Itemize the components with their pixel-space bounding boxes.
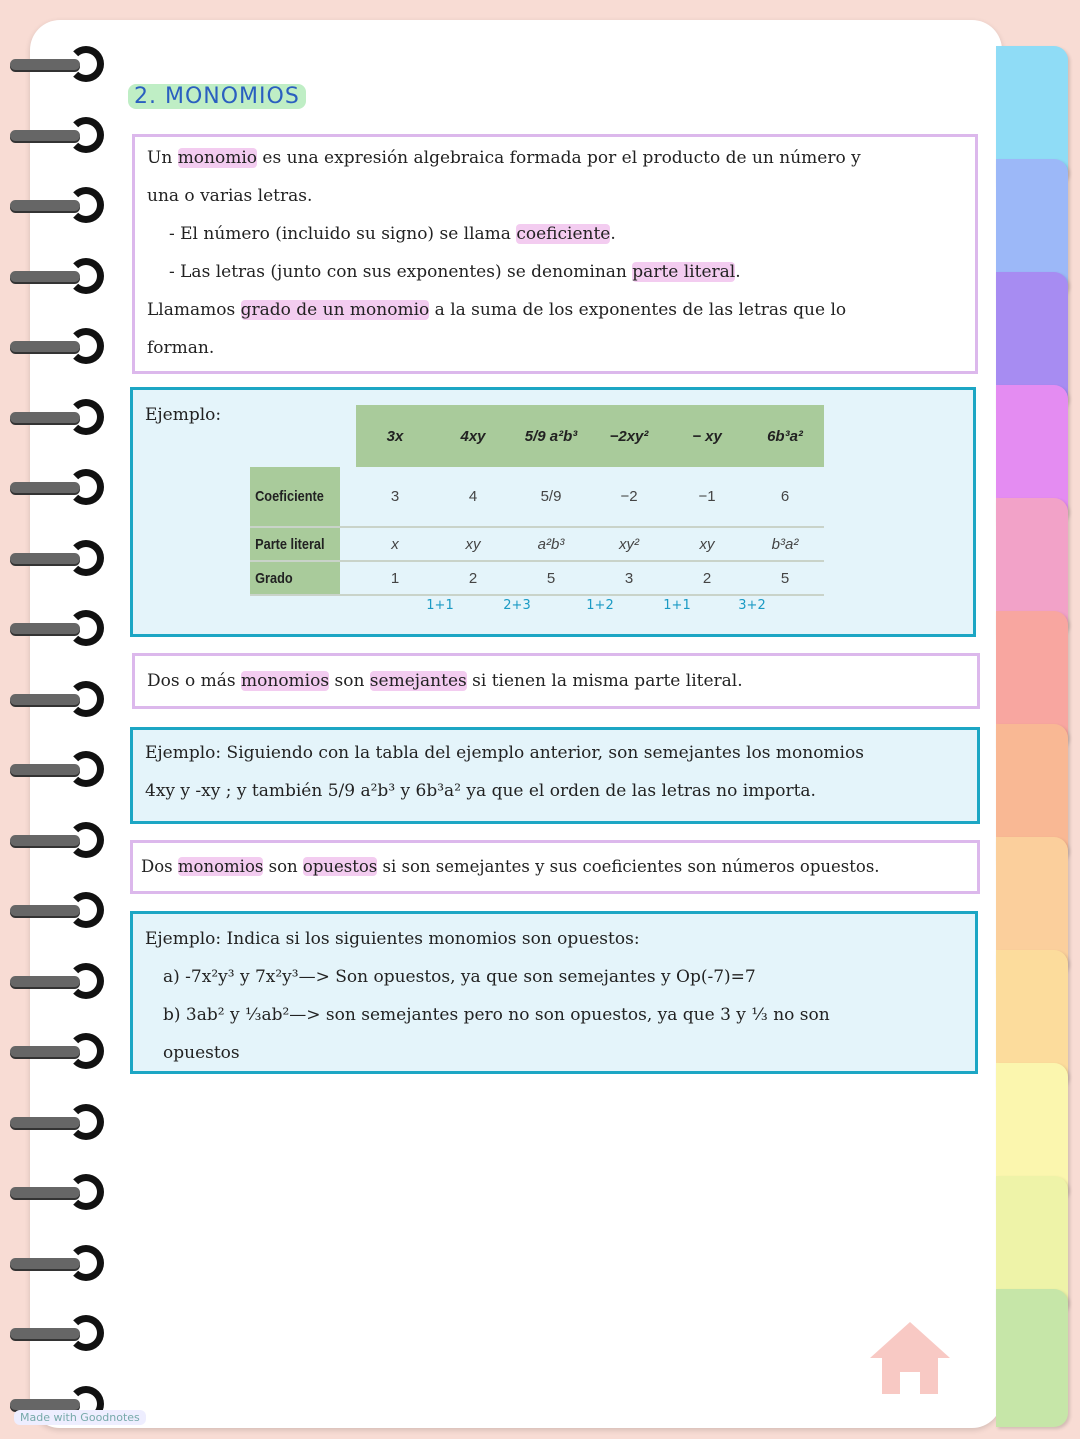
example-box-2 bbox=[130, 727, 980, 824]
binder-ring bbox=[10, 1033, 100, 1069]
highlight: opuestos bbox=[302, 857, 378, 876]
text: opuestos bbox=[163, 1043, 240, 1063]
row-label: Parte literal bbox=[250, 527, 340, 561]
cell: 3 bbox=[356, 467, 434, 527]
text: es una expresión algebraica formada por el producto de un número y bbox=[257, 148, 861, 168]
text: son bbox=[329, 671, 370, 691]
cell: xy² bbox=[590, 527, 668, 561]
table-header: 5/9 a²b³ bbox=[512, 405, 590, 467]
sum-annotation: 1+2 bbox=[586, 598, 614, 613]
binder-ring bbox=[10, 46, 100, 82]
cell: 4 bbox=[434, 467, 512, 527]
text: Un bbox=[147, 148, 178, 168]
example-label: Ejemplo: bbox=[145, 405, 222, 425]
monomial-table bbox=[250, 405, 824, 596]
binder-ring bbox=[10, 117, 100, 153]
table-header: 6b³a² bbox=[746, 405, 824, 467]
home-icon[interactable] bbox=[868, 1318, 952, 1396]
binder-ring bbox=[10, 681, 100, 717]
highlight: semejantes bbox=[369, 671, 467, 691]
highlight-grado: grado de un monomio bbox=[240, 300, 430, 320]
semejantes-box bbox=[132, 653, 980, 709]
binder-ring bbox=[10, 187, 100, 223]
cell: −1 bbox=[668, 467, 746, 527]
binder-ring bbox=[10, 963, 100, 999]
text: si tienen la misma parte literal. bbox=[466, 671, 743, 691]
binder-ring bbox=[10, 822, 100, 858]
cell: 5/9 bbox=[512, 467, 590, 527]
table-row bbox=[250, 467, 824, 527]
cell: 5 bbox=[746, 561, 824, 595]
table-row bbox=[250, 527, 824, 561]
text: Dos o más bbox=[147, 671, 242, 691]
table-header: −2xy² bbox=[590, 405, 668, 467]
text: - El número (incluido su signo) se llama bbox=[169, 224, 517, 244]
section-tab[interactable] bbox=[996, 1289, 1068, 1427]
highlight-coeficiente: coeficiente bbox=[516, 224, 611, 244]
text: a la suma de los exponentes de las letras que lo bbox=[429, 300, 847, 320]
sum-annotation: 1+1 bbox=[663, 598, 691, 613]
text: Ejemplo: Indica si los siguientes monomios son opuestos: bbox=[145, 929, 640, 949]
example-box-3 bbox=[130, 911, 978, 1074]
binder-ring bbox=[10, 1315, 100, 1351]
row-label: Grado bbox=[250, 561, 340, 595]
sum-annotation: 2+3 bbox=[503, 598, 531, 613]
highlight: monomios bbox=[241, 671, 330, 691]
text: b) 3ab² y ⅓ab²—> son semejantes pero no son opuestos, ya que 3 y ⅓ no son bbox=[163, 1005, 830, 1025]
definition-box: Un monomio es una expresión algebraica formada por el producto de un número y una o varias letras. - El número (incluido su signo) se llama coeficiente. - Las letras (junto con sus exponentes) se denominan parte literal. Llamamos grado de un monomio a la suma de los exponentes de las letras que lo forman. bbox=[132, 134, 978, 374]
binder-ring bbox=[10, 469, 100, 505]
sum-annotation: 3+2 bbox=[738, 598, 766, 613]
text: a) -7x²y³ y 7x²y³—> Son opuestos, ya que son semejantes y Op(-7)=7 bbox=[163, 967, 756, 987]
page-title: 2. MONOMIOS bbox=[128, 84, 306, 109]
row-label: Coeficiente bbox=[250, 467, 340, 527]
cell: −2 bbox=[590, 467, 668, 527]
binder-ring bbox=[10, 328, 100, 364]
text: forman. bbox=[147, 338, 215, 358]
binder-ring bbox=[10, 399, 100, 435]
cell: a²b³ bbox=[512, 527, 590, 561]
text: ya que el orden de las letras no importa. bbox=[461, 781, 816, 801]
cell: 2 bbox=[668, 561, 746, 595]
cell: x bbox=[356, 527, 434, 561]
opuestos-box bbox=[130, 840, 980, 894]
table-header: − xy bbox=[668, 405, 746, 467]
binder-ring bbox=[10, 258, 100, 294]
text: son bbox=[263, 857, 303, 876]
text: 4xy y -xy ; y también bbox=[145, 781, 328, 801]
binder-ring bbox=[10, 1174, 100, 1210]
binder-ring bbox=[10, 1104, 100, 1140]
cell: 5 bbox=[512, 561, 590, 595]
cell: xy bbox=[668, 527, 746, 561]
highlight: monomios bbox=[177, 857, 264, 876]
text: Ejemplo: Siguiendo con la tabla del ejemplo anterior, son semejantes los monomios bbox=[145, 743, 864, 763]
cell: 2 bbox=[434, 561, 512, 595]
text: si son semejantes y sus coeficientes son números opuestos. bbox=[377, 857, 880, 876]
cell: b³a² bbox=[746, 527, 824, 561]
cell: 1 bbox=[356, 561, 434, 595]
table-header: 3x bbox=[356, 405, 434, 467]
sum-annotation: 1+1 bbox=[426, 598, 454, 613]
cell: 6 bbox=[746, 467, 824, 527]
binder-ring bbox=[10, 751, 100, 787]
text: - Las letras (junto con sus exponentes) se denominan bbox=[169, 262, 633, 282]
text: una o varias letras. bbox=[147, 186, 313, 206]
binder-ring bbox=[10, 540, 100, 576]
table-row bbox=[250, 561, 824, 595]
text: Llamamos bbox=[147, 300, 241, 320]
goodnotes-brand: Made with Goodnotes bbox=[14, 1410, 146, 1425]
binder-ring bbox=[10, 892, 100, 928]
table-header: 4xy bbox=[434, 405, 512, 467]
binder-ring bbox=[10, 610, 100, 646]
cell: 3 bbox=[590, 561, 668, 595]
text: Dos bbox=[141, 857, 178, 876]
fraction: 5/9 bbox=[327, 781, 356, 801]
binder-ring bbox=[10, 1245, 100, 1281]
text: a²b³ y 6b³a² bbox=[360, 781, 462, 801]
highlight-monomio: monomio bbox=[177, 148, 258, 168]
cell: xy bbox=[434, 527, 512, 561]
highlight-parte-literal: parte literal bbox=[632, 262, 736, 282]
